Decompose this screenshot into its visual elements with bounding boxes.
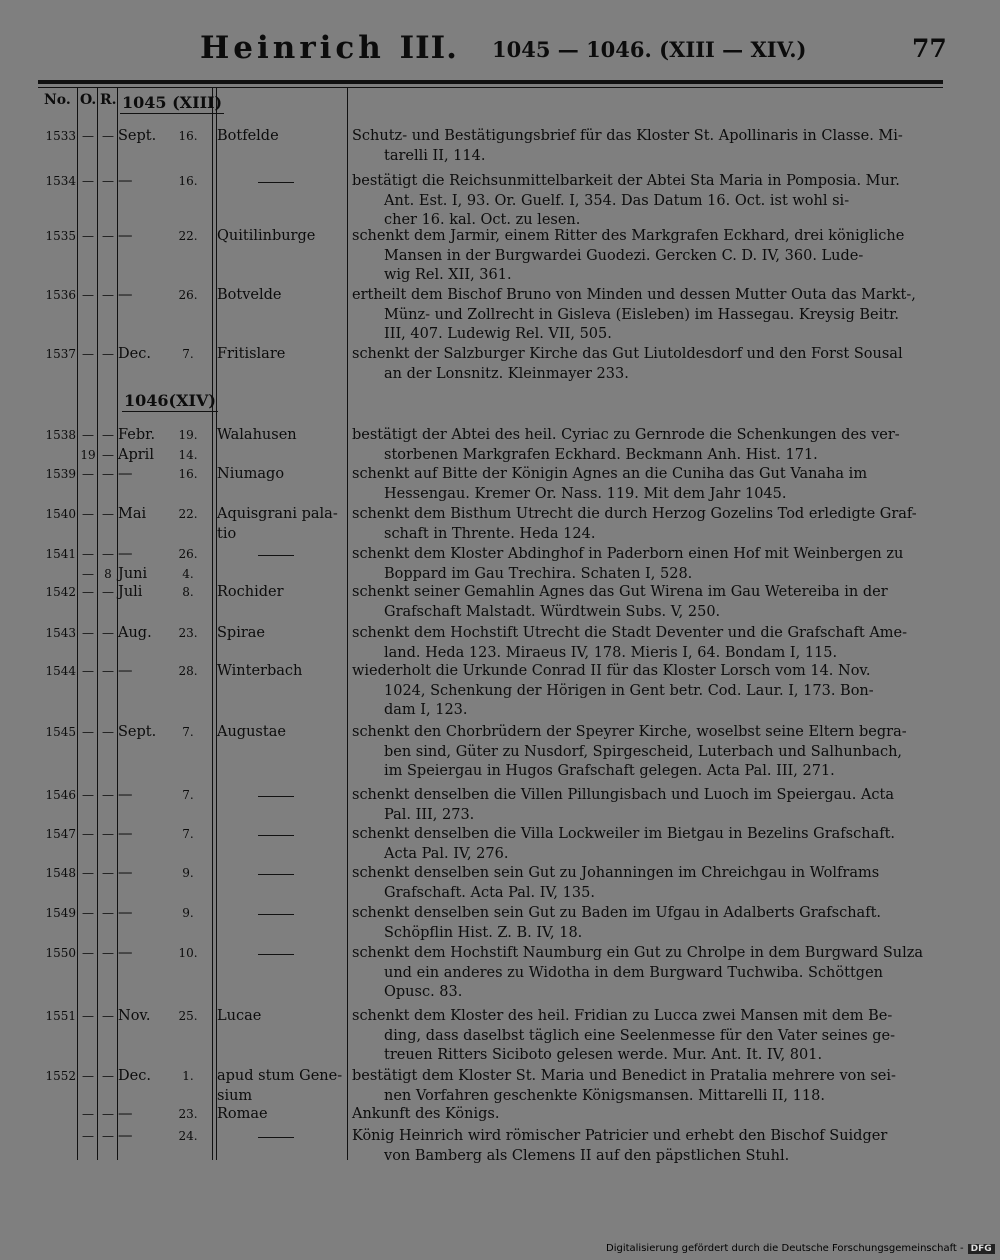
running-title	[200, 30, 458, 66]
digitization-footer	[606, 1243, 995, 1254]
entry-day: 16.	[178, 174, 198, 188]
entry-o-value: —	[82, 585, 94, 599]
place-dash	[258, 1137, 294, 1138]
entry-r-value: —	[102, 1009, 114, 1023]
entry-o-value: —	[82, 467, 94, 481]
entry-place: Botfelde	[217, 128, 279, 144]
entry-month: Mai	[118, 506, 147, 522]
entry-text-line: nen Vorfahren geschenkte Königsmansen. Mittarelli II, 118.	[384, 1087, 825, 1104]
entry-text	[352, 662, 942, 721]
entry-day: 7.	[182, 788, 194, 802]
entry-month: —	[118, 1106, 133, 1122]
entry-text	[352, 227, 942, 286]
entry-text	[352, 624, 942, 663]
entry-number: 1544	[45, 664, 76, 678]
entry-day: 16.	[178, 129, 198, 143]
entry-number: 1533	[45, 129, 76, 143]
entry-number: 1536	[45, 288, 76, 302]
entry-day: 25.	[178, 1009, 198, 1023]
entry-r-value: —	[102, 1069, 114, 1083]
entry-number: 1537	[45, 347, 76, 361]
entry-o-value: —	[82, 1107, 94, 1121]
entry-month: Juni	[118, 566, 148, 582]
entry-day: 23.	[178, 626, 198, 640]
entry-text-line: treuen Ritters Siciboto gelesen werde. Mur. Ant. It. IV, 801.	[384, 1047, 823, 1063]
entry-number: 1551	[45, 1009, 76, 1023]
entry-o-value: —	[82, 788, 94, 802]
entry-r-value: —	[102, 129, 114, 143]
entry-day: 7.	[182, 347, 194, 361]
entry-r-value: —	[102, 1107, 114, 1121]
entry-text-line: wig Rel. XII, 361.	[384, 267, 512, 283]
entry-text-line: Münz- und Zollrecht in Gisleva (Eisleben) im Hassegau. Kreysig Beitr.	[384, 306, 900, 323]
col-header-r: R.	[100, 92, 117, 108]
entry-number: 1552	[45, 1069, 76, 1083]
entry-r-value: —	[102, 906, 114, 920]
entry-text-line: schenkt dem Kloster des heil. Fridian zu Lucca zwei Mansen mit dem Be-	[352, 1008, 893, 1024]
entry-text-line: Schöpflin Hist. Z. B. IV, 18.	[384, 924, 583, 941]
entry-text-line: Hessengau. Kremer Or. Nass. 119. Mit dem Jahr 1045.	[384, 485, 787, 502]
entry-day: 8.	[182, 585, 194, 599]
entry-text	[352, 127, 942, 166]
entry-o-value: —	[82, 827, 94, 841]
entry-text-line: Boppard im Gau Trechira. Schaten I, 528.	[384, 565, 693, 582]
entry-o-value: —	[82, 507, 94, 521]
entry-text	[352, 545, 942, 584]
column-rule-no	[77, 88, 78, 1160]
entry-r-value: —	[102, 448, 114, 462]
entry-r-value: —	[102, 428, 114, 442]
entry-o-value: —	[82, 626, 94, 640]
entry-text-line: schenkt dem Hochstift Utrecht die Stadt Deventer und die Grafschaft Ame-	[352, 625, 908, 641]
entry-text-line: schenkt denselben die Villen Pillungisbach und Luoch im Speiergau. Acta	[352, 787, 895, 803]
entry-place: Aquisgrani pala- tio	[217, 506, 338, 542]
years-range: 1045 — 1046.	[492, 37, 652, 62]
entry-month: Febr.	[118, 427, 156, 443]
entry-text-line: schenkt dem Bisthum Utrecht die durch Herzog Gozelins Tod erledigte Graf-	[352, 506, 917, 522]
entry-o-value: —	[82, 946, 94, 960]
entry-month: —	[118, 1128, 133, 1144]
entry-text	[352, 1007, 942, 1066]
entry-o-value: 19	[80, 448, 96, 462]
entry-text-line: land. Heda 123. Miraeus IV, 178. Mieris I, 64. Bondam I, 115.	[384, 644, 838, 661]
entry-text-line: ertheilt dem Bischof Bruno von Minden und dessen Mutter Outa das Markt-,	[352, 287, 916, 303]
entry-text	[352, 345, 942, 384]
entry-r-value: —	[102, 174, 114, 188]
entry-o-value: —	[82, 567, 94, 581]
entry-day: 10.	[178, 946, 198, 960]
entry-text-line: Grafschaft. Acta Pal. IV, 135.	[384, 884, 595, 901]
entry-text-line: schenkt auf Bitte der Königin Agnes an die Cuniha das Gut Vanaha im	[352, 466, 868, 482]
entry-text-line: von Bamberg als Clemens II auf den päpstlichen Stuhl.	[384, 1147, 790, 1164]
entry-r-value: —	[102, 626, 114, 640]
entry-text-line: Grafschaft Malstadt. Würdtwein Subs. V, 250.	[384, 603, 721, 620]
entry-text-line: schenkt dem Jarmir, einem Ritter des Markgrafen Eckhard, drei königliche	[352, 228, 905, 244]
entry-o-value: —	[82, 288, 94, 302]
entry-o-value: —	[82, 229, 94, 243]
entry-number: 1541	[45, 547, 76, 561]
entry-text-line: tarelli II, 114.	[384, 147, 486, 164]
entry-text	[352, 1127, 942, 1166]
entry-number: 1545	[45, 725, 76, 739]
entry-o-value: —	[82, 906, 94, 920]
entry-r-value: —	[102, 467, 114, 481]
entry-text	[352, 505, 942, 544]
entry-place: Augustae	[217, 724, 286, 740]
entry-day: 22.	[178, 507, 198, 521]
entry-place: Winterbach	[217, 663, 303, 679]
entry-text	[352, 1067, 942, 1106]
entry-number: 1543	[45, 626, 76, 640]
entry-text	[352, 786, 942, 825]
entry-day: 26.	[178, 547, 198, 561]
entry-text-line: Mansen in der Burgwardei Guodezi. Gercken C. D. IV, 360. Lude-	[384, 247, 864, 264]
entry-text	[352, 944, 942, 1003]
entry-number: 1534	[45, 174, 76, 188]
column-rule-place	[347, 88, 348, 1160]
entry-day: 28.	[178, 664, 198, 678]
entry-month: —	[118, 287, 133, 303]
entry-o-value: —	[82, 174, 94, 188]
entry-number: 1535	[45, 229, 76, 243]
entry-o-value: —	[82, 664, 94, 678]
entry-day: 9.	[182, 866, 194, 880]
entry-place: apud stum Gene- sium	[217, 1068, 343, 1104]
entry-text-line: schenkt den Chorbrüdern der Speyrer Kirche, woselbst seine Eltern begra-	[352, 724, 907, 740]
running-title-name: Heinrich	[200, 30, 385, 66]
entry-month: Sept.	[118, 128, 157, 144]
place-dash	[258, 874, 294, 875]
entry-day: 4.	[182, 567, 194, 581]
entry-month: Aug.	[118, 625, 152, 641]
entry-place: Lucae	[217, 1008, 262, 1024]
entry-text-line: schenkt dem Hochstift Naumburg ein Gut zu Chrolpe in dem Burgward Sulza	[352, 945, 924, 961]
entry-number: 1546	[45, 788, 76, 802]
entry-text	[352, 723, 942, 782]
entry-text	[352, 1105, 942, 1125]
entry-day: 7.	[182, 827, 194, 841]
entry-r-value: —	[102, 585, 114, 599]
entry-r-value: —	[102, 507, 114, 521]
entry-text-line: III, 407. Ludewig Rel. VII, 505.	[384, 326, 612, 342]
entry-r-value: —	[102, 866, 114, 880]
entry-r-value: —	[102, 547, 114, 561]
entry-month: —	[118, 865, 133, 881]
entry-text-line: 1024, Schenkung der Hörigen in Gent betr. Cod. Laur. I, 173. Bon-	[384, 682, 874, 699]
entry-text-line: bestätigt der Abtei des heil. Cyriac zu Gernrode die Schenkungen des ver-	[352, 427, 900, 443]
entry-month: Sept.	[118, 724, 157, 740]
entry-month: —	[118, 173, 133, 189]
entry-o-value: —	[82, 1129, 94, 1143]
entry-number: 1547	[45, 827, 76, 841]
entry-place: Fritislare	[217, 346, 286, 362]
entry-o-value: —	[82, 347, 94, 361]
entry-text-line: Ant. Est. I, 93. Or. Guelf. I, 354. Das Datum 16. Oct. ist wohl si-	[384, 192, 850, 209]
entry-text-line: bestätigt dem Kloster St. Maria und Benedict in Pratalia mehrere von sei-	[352, 1068, 896, 1084]
entry-place: Niumago	[217, 466, 285, 482]
entry-r-value: 8	[104, 567, 112, 581]
entry-text-line: an der Lonsnitz. Kleinmayer 233.	[384, 365, 629, 382]
entry-number: 1549	[45, 906, 76, 920]
entry-text-line: schenkt der Salzburger Kirche das Gut Liutoldesdorf und den Forst Sousal	[352, 346, 903, 362]
footer-text: Digitalisierung gefördert durch die Deutsche Forschungsgemeinschaft -	[606, 1243, 964, 1254]
col-header-no: No.	[44, 92, 71, 108]
entry-day: 9.	[182, 906, 194, 920]
entry-text	[352, 825, 942, 864]
entry-o-value: —	[82, 1009, 94, 1023]
entry-place: Rochider	[217, 584, 284, 600]
entry-text-line: Ankunft des Königs.	[352, 1106, 500, 1122]
entry-o-value: —	[82, 866, 94, 880]
entry-place: Spirae	[217, 625, 266, 641]
entry-number: 1548	[45, 866, 76, 880]
entry-text	[352, 583, 942, 622]
running-years	[492, 37, 806, 62]
place-dash	[258, 835, 294, 836]
entry-day: 19.	[178, 428, 198, 442]
entry-month: Juli	[118, 584, 143, 600]
entry-month: Dec.	[118, 1068, 151, 1084]
entry-r-value: —	[102, 229, 114, 243]
entry-text	[352, 864, 942, 903]
place-dash	[258, 796, 294, 797]
entry-r-value: —	[102, 725, 114, 739]
entry-text-line: Opusc. 83.	[384, 984, 463, 1000]
entry-r-value: —	[102, 347, 114, 361]
place-dash	[258, 954, 294, 955]
entry-place: Quitilinburge	[217, 228, 316, 244]
entry-text-line: schaft in Thrente. Heda 124.	[384, 525, 596, 542]
entry-month: —	[118, 945, 133, 961]
entry-day: 1.	[182, 1069, 194, 1083]
entry-text	[352, 286, 942, 345]
entry-text-line: dam I, 123.	[384, 702, 468, 718]
entry-month: April	[118, 447, 154, 463]
entry-o-value: —	[82, 129, 94, 143]
entry-r-value: —	[102, 827, 114, 841]
entry-place: Botvelde	[217, 287, 282, 303]
entry-day: 7.	[182, 725, 194, 739]
entry-text-line: storbenen Markgrafen Eckhard. Beckmann Anh. Hist. 171.	[384, 446, 818, 463]
entry-month: —	[118, 546, 133, 562]
entry-text-line: schenkt denselben die Villa Lockweiler im Bietgau in Bezelins Grafschaft.	[352, 826, 896, 842]
entry-day: 16.	[178, 467, 198, 481]
entry-text-line: Schutz- und Bestätigungsbrief für das Kloster St. Apollinaris in Classe. Mi-	[352, 128, 903, 144]
entry-text-line: wiederholt die Urkunde Conrad II für das Kloster Lorsch vom 14. Nov.	[352, 663, 871, 679]
entry-text-line: ding, dass daselbst täglich eine Seelenmesse für den Vater seines ge-	[384, 1027, 896, 1044]
entry-text-line: im Speiergau in Hugos Grafschaft gelegen. Acta Pal. III, 271.	[384, 763, 835, 779]
place-dash	[258, 914, 294, 915]
page-header	[0, 30, 1000, 70]
entry-number: 1540	[45, 507, 76, 521]
place-dash	[258, 555, 294, 556]
entry-month: —	[118, 228, 133, 244]
year-heading-1045: 1045 (XIII)	[122, 93, 223, 112]
entry-o-value: —	[82, 725, 94, 739]
running-title-ordinal: III.	[399, 30, 458, 66]
entry-r-value: —	[102, 946, 114, 960]
entry-r-value: —	[102, 1129, 114, 1143]
entry-text	[352, 426, 942, 465]
col-header-o: O.	[80, 92, 97, 108]
entry-text-line: Pal. III, 273.	[384, 806, 475, 823]
entry-day: 23.	[178, 1107, 198, 1121]
entry-place: Walahusen	[217, 427, 297, 443]
entry-text-line: und ein anderes zu Widotha in dem Burgward Tuchwiba. Schöttgen	[384, 964, 883, 981]
entry-r-value: —	[102, 788, 114, 802]
entry-r-value: —	[102, 664, 114, 678]
entry-month: —	[118, 466, 133, 482]
entry-month: —	[118, 787, 133, 803]
year-heading-1046: 1046(XIV)	[124, 391, 216, 410]
entry-text-line: ben sind, Güter zu Nusdorf, Spirgescheid, Luterbach und Salhunbach,	[384, 743, 903, 760]
entry-day: 22.	[178, 229, 198, 243]
place-dash	[258, 182, 294, 183]
entry-o-value: —	[82, 547, 94, 561]
entry-text-line: König Heinrich wird römischer Patricier und erhebt den Bischof Suidger	[352, 1128, 888, 1144]
entry-number: 1542	[45, 585, 76, 599]
entry-o-value: —	[82, 1069, 94, 1083]
entry-month: —	[118, 663, 133, 679]
dfg-logo: DFG	[968, 1244, 995, 1254]
entry-place: Romae	[217, 1106, 268, 1122]
entry-text-line: schenkt denselben sein Gut zu Johanningen im Chreichgau in Wolframs	[352, 865, 880, 881]
entry-month: —	[118, 905, 133, 921]
entry-text-line: schenkt dem Kloster Abdinghof in Paderborn einen Hof mit Weinbergen zu	[352, 546, 904, 562]
entry-text-line: Acta Pal. IV, 276.	[384, 845, 509, 862]
entry-number: 1539	[45, 467, 76, 481]
entry-text-line: cher 16. kal. Oct. zu lesen.	[384, 212, 581, 228]
entry-number: 1550	[45, 946, 76, 960]
entry-text	[352, 465, 942, 504]
entry-text-line: bestätigt die Reichsunmittelbarkeit der Abtei Sta Maria in Pomposia. Mur.	[352, 173, 900, 189]
entry-month: Dec.	[118, 346, 151, 362]
entry-o-value: —	[82, 428, 94, 442]
entry-text-line: schenkt seiner Gemahlin Agnes das Gut Wirena im Gau Wetereiba in der	[352, 584, 888, 600]
entry-number: 1538	[45, 428, 76, 442]
header-rule-thick	[38, 80, 943, 84]
entry-text	[352, 172, 942, 231]
header-rule-thin	[38, 87, 943, 88]
entry-month: Nov.	[118, 1008, 151, 1024]
indiction-range: (XIII — XIV.)	[659, 37, 807, 62]
entry-day: 26.	[178, 288, 198, 302]
entry-text-line: schenkt denselben sein Gut zu Baden im Ufgau in Adalberts Grafschaft.	[352, 905, 882, 921]
entry-day: 24.	[178, 1129, 198, 1143]
entry-text	[352, 904, 942, 943]
entry-day: 14.	[178, 448, 198, 462]
entry-month: —	[118, 826, 133, 842]
entry-r-value: —	[102, 288, 114, 302]
page-number: 77	[912, 34, 947, 63]
